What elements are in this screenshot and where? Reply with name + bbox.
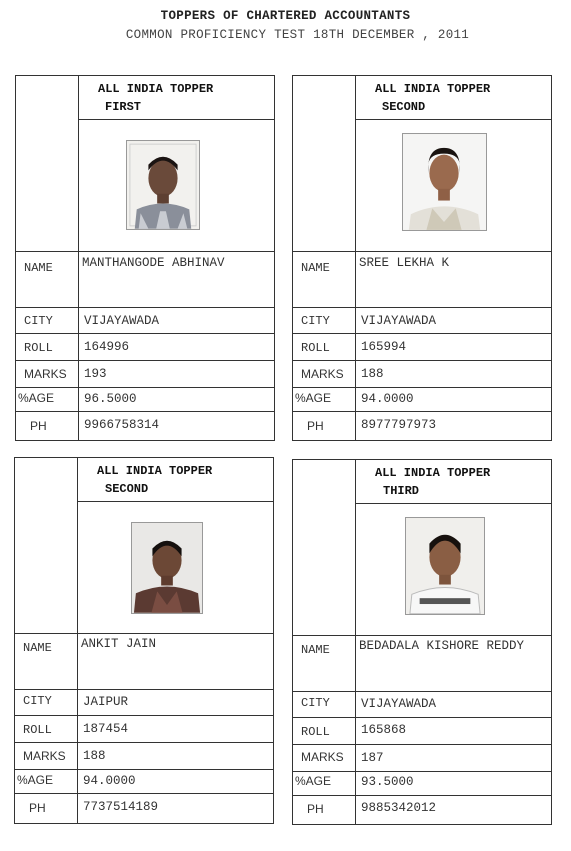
name-value: ANKIT JAIN	[81, 637, 157, 651]
name-label: NAME	[301, 643, 330, 657]
marks-label: MARKS	[301, 750, 344, 764]
roll-value: 164996	[84, 340, 130, 354]
topper-photo	[405, 517, 485, 615]
topper-heading: ALL INDIA TOPPER SECOND	[97, 464, 213, 496]
city-label: CITY	[23, 694, 52, 708]
city-label: CITY	[301, 696, 330, 710]
marks-value: 193	[84, 367, 107, 381]
topper-photo	[126, 140, 200, 230]
phone-value: 9966758314	[84, 418, 160, 432]
topper-heading: ALL INDIA TOPPER SECOND	[375, 82, 491, 114]
name-value: BEDADALA KISHORE REDDY	[359, 639, 525, 653]
city-value: VIJAYAWADA	[361, 697, 437, 711]
page-title: TOPPERS OF CHARTERED ACCOUNTANTS	[160, 9, 411, 23]
phone-label: PH	[30, 419, 47, 433]
city-label: CITY	[24, 314, 53, 328]
marks-label: MARKS	[24, 367, 67, 381]
name-label: NAME	[301, 261, 330, 275]
percentage-value: 93.5000	[361, 775, 414, 789]
phone-value: 9885342012	[361, 801, 437, 815]
name-value: MANTHANGODE ABHINAV	[82, 256, 225, 270]
marks-value: 187	[361, 751, 384, 765]
name-label: NAME	[23, 641, 52, 655]
topper-heading: ALL INDIA TOPPER THIRD	[375, 466, 491, 498]
marks-label: MARKS	[301, 367, 344, 381]
marks-label: MARKS	[23, 749, 66, 763]
percentage-label: %AGE	[18, 391, 55, 405]
percentage-value: 96.5000	[84, 392, 137, 406]
city-value: VIJAYAWADA	[84, 314, 160, 328]
marks-value: 188	[361, 367, 384, 381]
topper-photo	[402, 133, 487, 231]
topper-card-2	[292, 75, 552, 441]
city-label: CITY	[301, 314, 330, 328]
roll-label: ROLL	[301, 341, 330, 355]
topper-card-4	[292, 459, 552, 825]
marks-value: 188	[83, 749, 106, 763]
phone-label: PH	[307, 802, 324, 816]
city-value: JAIPUR	[83, 695, 129, 709]
name-value: SREE LEKHA K	[359, 256, 450, 270]
name-label: NAME	[24, 261, 53, 275]
percentage-label: %AGE	[17, 773, 54, 787]
phone-label: PH	[29, 801, 46, 815]
page-subtitle: COMMON PROFICIENCY TEST 18TH DECEMBER , 2011	[125, 28, 470, 42]
topper-heading: ALL INDIA TOPPER FIRST	[98, 82, 214, 114]
roll-value: 165868	[361, 723, 407, 737]
percentage-label: %AGE	[295, 391, 332, 405]
city-value: VIJAYAWADA	[361, 314, 437, 328]
percentage-value: 94.0000	[361, 392, 414, 406]
roll-value: 187454	[83, 722, 129, 736]
roll-label: ROLL	[301, 725, 330, 739]
percentage-label: %AGE	[295, 774, 332, 788]
roll-label: ROLL	[23, 723, 52, 737]
roll-value: 165994	[361, 340, 407, 354]
phone-label: PH	[307, 419, 324, 433]
roll-label: ROLL	[24, 341, 53, 355]
percentage-value: 94.0000	[83, 774, 136, 788]
phone-value: 7737514189	[83, 800, 159, 814]
phone-value: 8977797973	[361, 418, 437, 432]
topper-card-1	[15, 75, 275, 441]
topper-photo	[131, 522, 203, 614]
topper-card-3	[14, 457, 274, 824]
